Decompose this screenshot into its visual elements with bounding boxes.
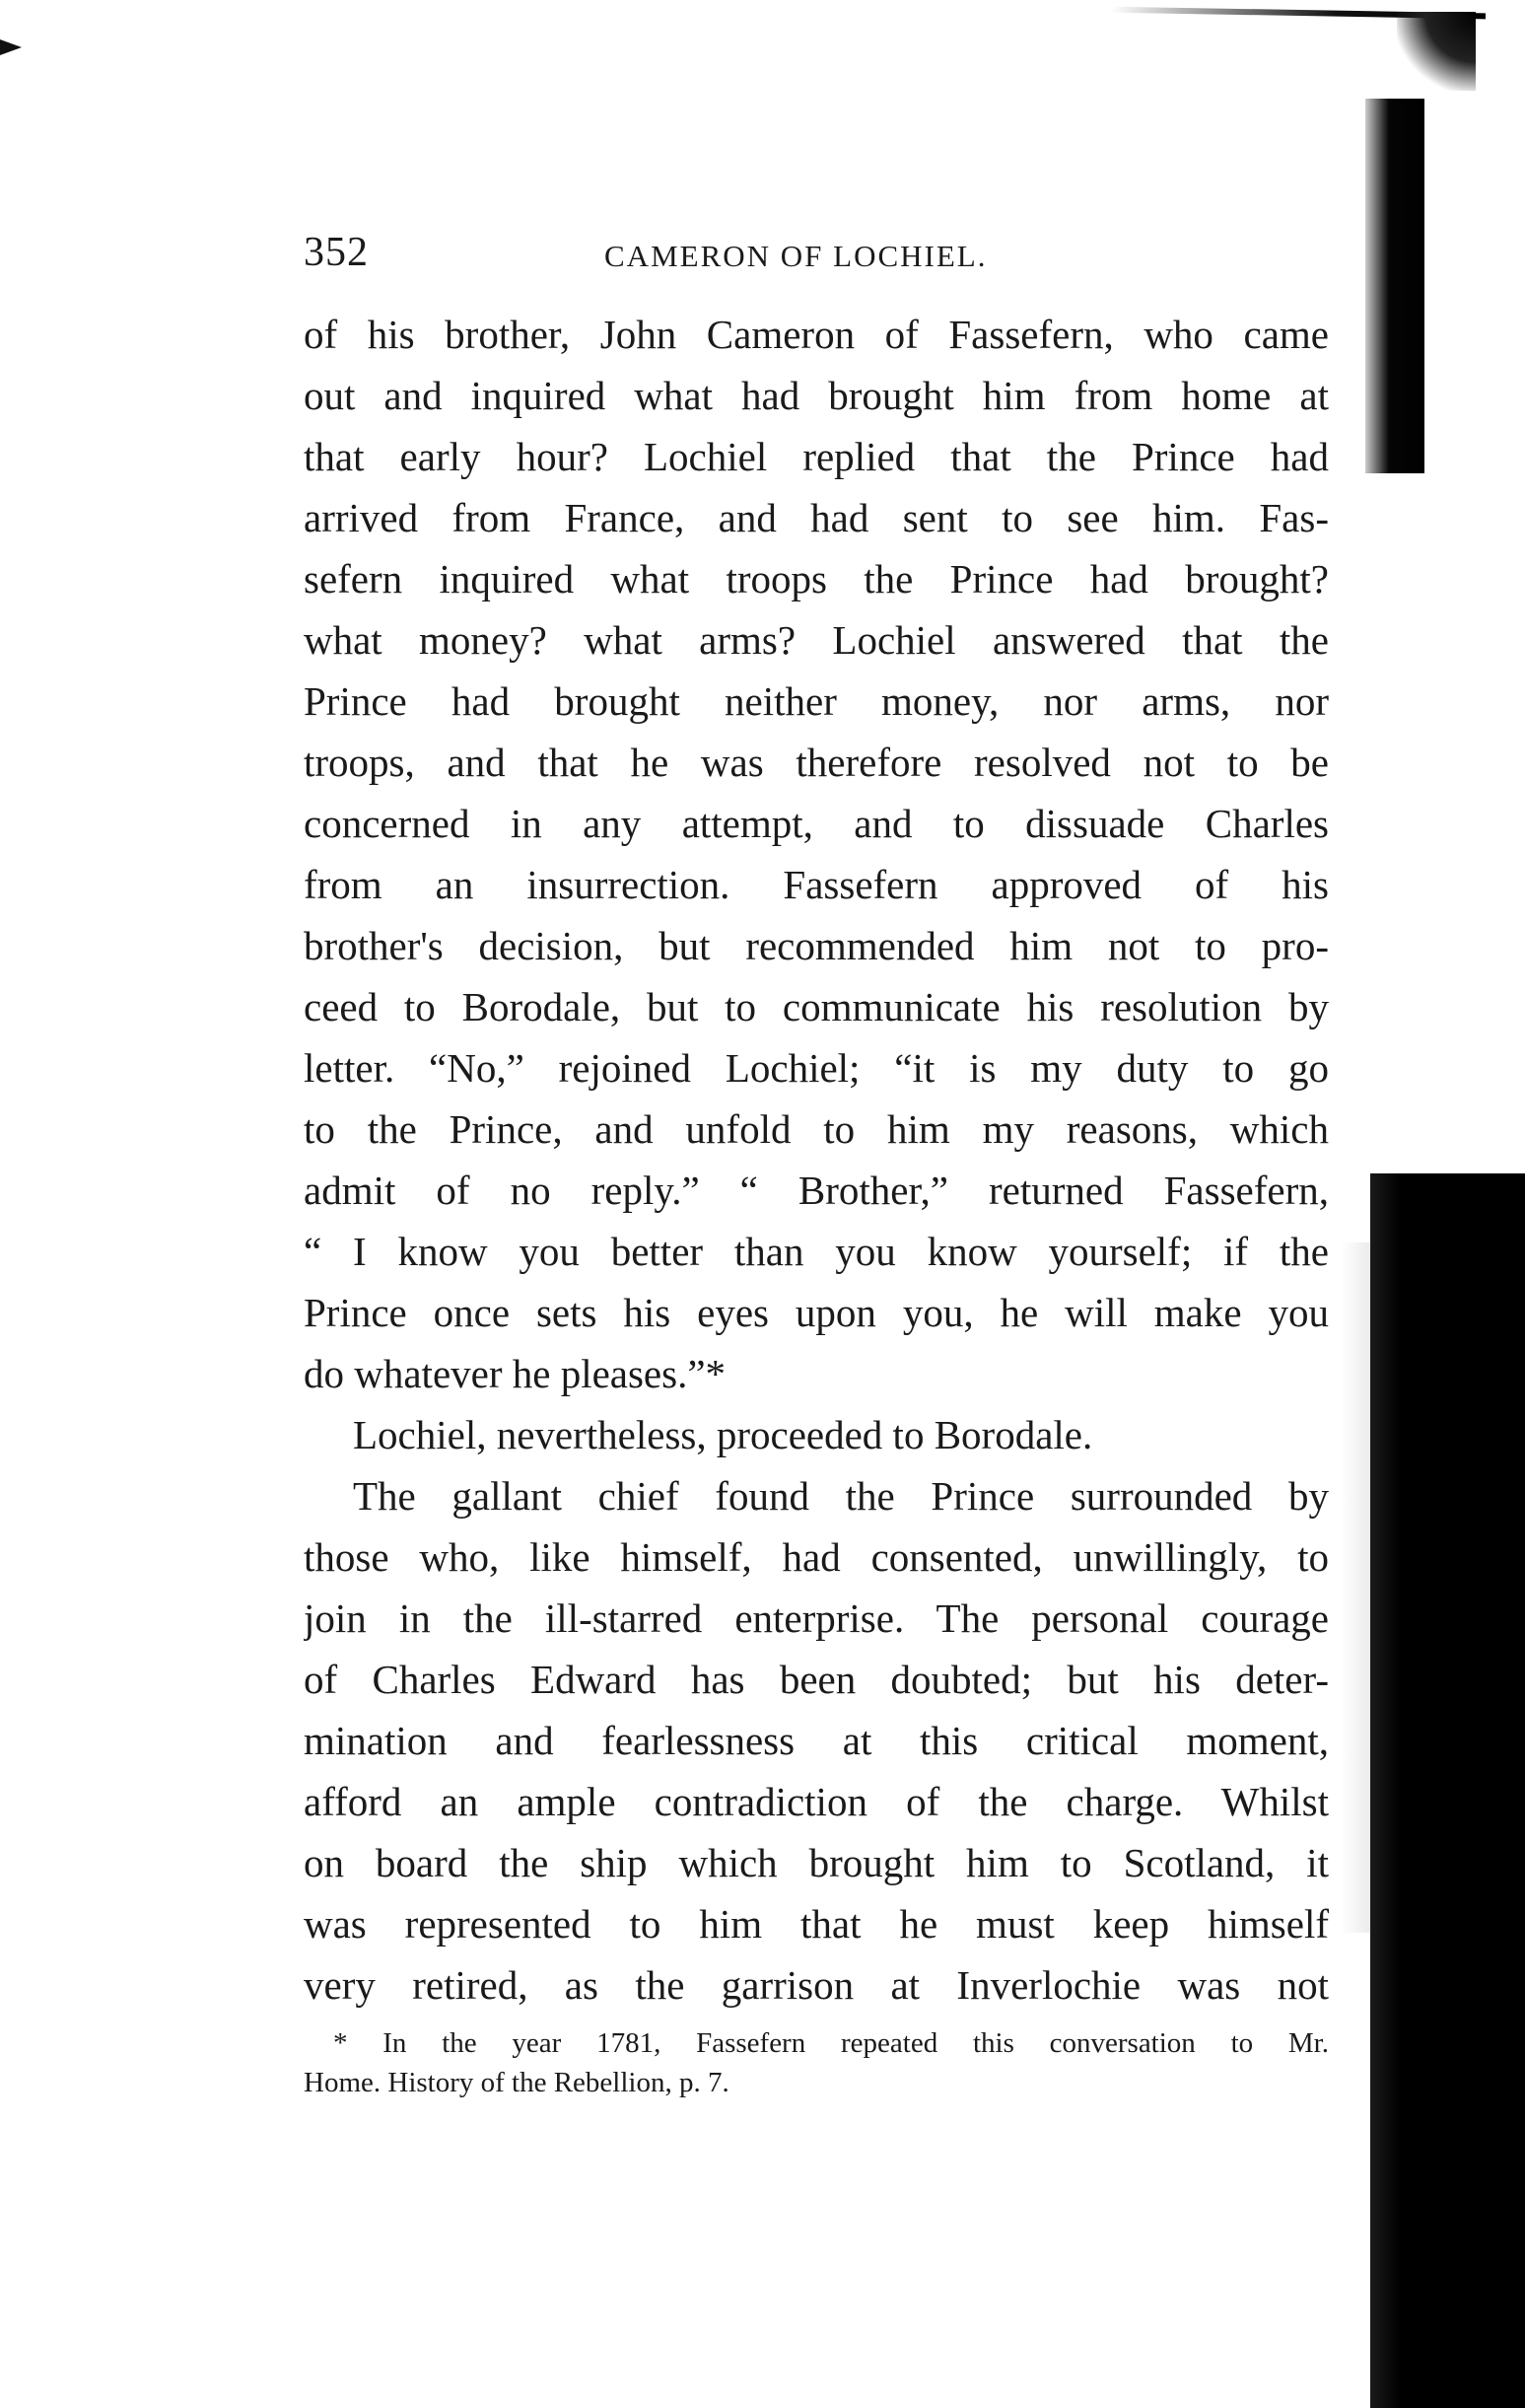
page-header: [304, 229, 1329, 288]
body-line: arrived from France, and had sent to see him. Fas-: [304, 495, 1329, 540]
body-line: “ I know you better than you know yourself; if the: [304, 1229, 1329, 1274]
body-line: that early hour? Lochiel replied that the Prince had: [304, 434, 1329, 479]
body-line: to the Prince, and unfold to him my reasons, which: [304, 1106, 1329, 1152]
body-line: of his brother, John Cameron of Fassefern, who came: [304, 312, 1329, 357]
body-line: of Charles Edward has been doubted; but his deter-: [304, 1657, 1329, 1702]
body-line: sefern inquired what troops the Prince had brought?: [304, 556, 1329, 602]
body-line: on board the ship which brought him to Scotland, it: [304, 1840, 1329, 1885]
body-line: join in the ill-starred enterprise. The personal courage: [304, 1595, 1329, 1641]
scan-shadow-edge-lower: [1370, 1173, 1525, 2408]
body-line: admit of no reply.” “ Brother,” returned Fassefern,: [304, 1168, 1329, 1213]
footnote-line: Home. History of the Rebellion, p. 7.: [304, 2067, 729, 2098]
body-line: was represented to him that he must keep himself: [304, 1901, 1329, 1947]
body-line: those who, like himself, had consented, unwillingly, to: [304, 1534, 1329, 1580]
body-line: from an insurrection. Fassefern approved of his: [304, 862, 1329, 907]
body-line: afford an ample contradiction of the charge. Whilst: [304, 1779, 1329, 1824]
page-number: 352: [304, 230, 369, 275]
body-line: letter. “No,” rejoined Lochiel; “it is my duty to go: [304, 1045, 1329, 1091]
body-text: [304, 304, 1329, 2016]
body-line: troops, and that he was therefore resolved not to be: [304, 740, 1329, 785]
footnote: [304, 2023, 1329, 2102]
body-line: very retired, as the garrison at Inverlochie was not: [304, 1962, 1329, 2008]
body-line: Prince had brought neither money, nor arms, nor: [304, 678, 1329, 724]
body-line: do whatever he pleases.”*: [304, 1351, 727, 1396]
body-line: mination and fearlessness at this critical moment,: [304, 1718, 1329, 1763]
scan-shadow-edge-upper: [1365, 99, 1424, 473]
body-line: Lochiel, nevertheless, proceeded to Borodale.: [353, 1412, 1093, 1457]
body-line: The gallant chief found the Prince surrounded by: [353, 1473, 1329, 1519]
body-line: what money? what arms? Lochiel answered that the: [304, 617, 1329, 663]
body-line: ceed to Borodale, but to communicate his resolution by: [304, 984, 1329, 1029]
footnote-line: * In the year 1781, Fassefern repeated this conversation to Mr.: [333, 2027, 1329, 2059]
body-line: Prince once sets his eyes upon you, he will make you: [304, 1290, 1329, 1335]
body-line: brother's decision, but recommended him not to pro-: [304, 923, 1329, 968]
scan-shadow-corner: [1397, 12, 1476, 91]
scan-corner-mark: [0, 39, 22, 55]
body-line: concerned in any attempt, and to dissuade Charles: [304, 801, 1329, 846]
body-line: out and inquired what had brought him from home at: [304, 373, 1329, 418]
running-title: CAMERON OF LOCHIEL.: [604, 239, 988, 273]
